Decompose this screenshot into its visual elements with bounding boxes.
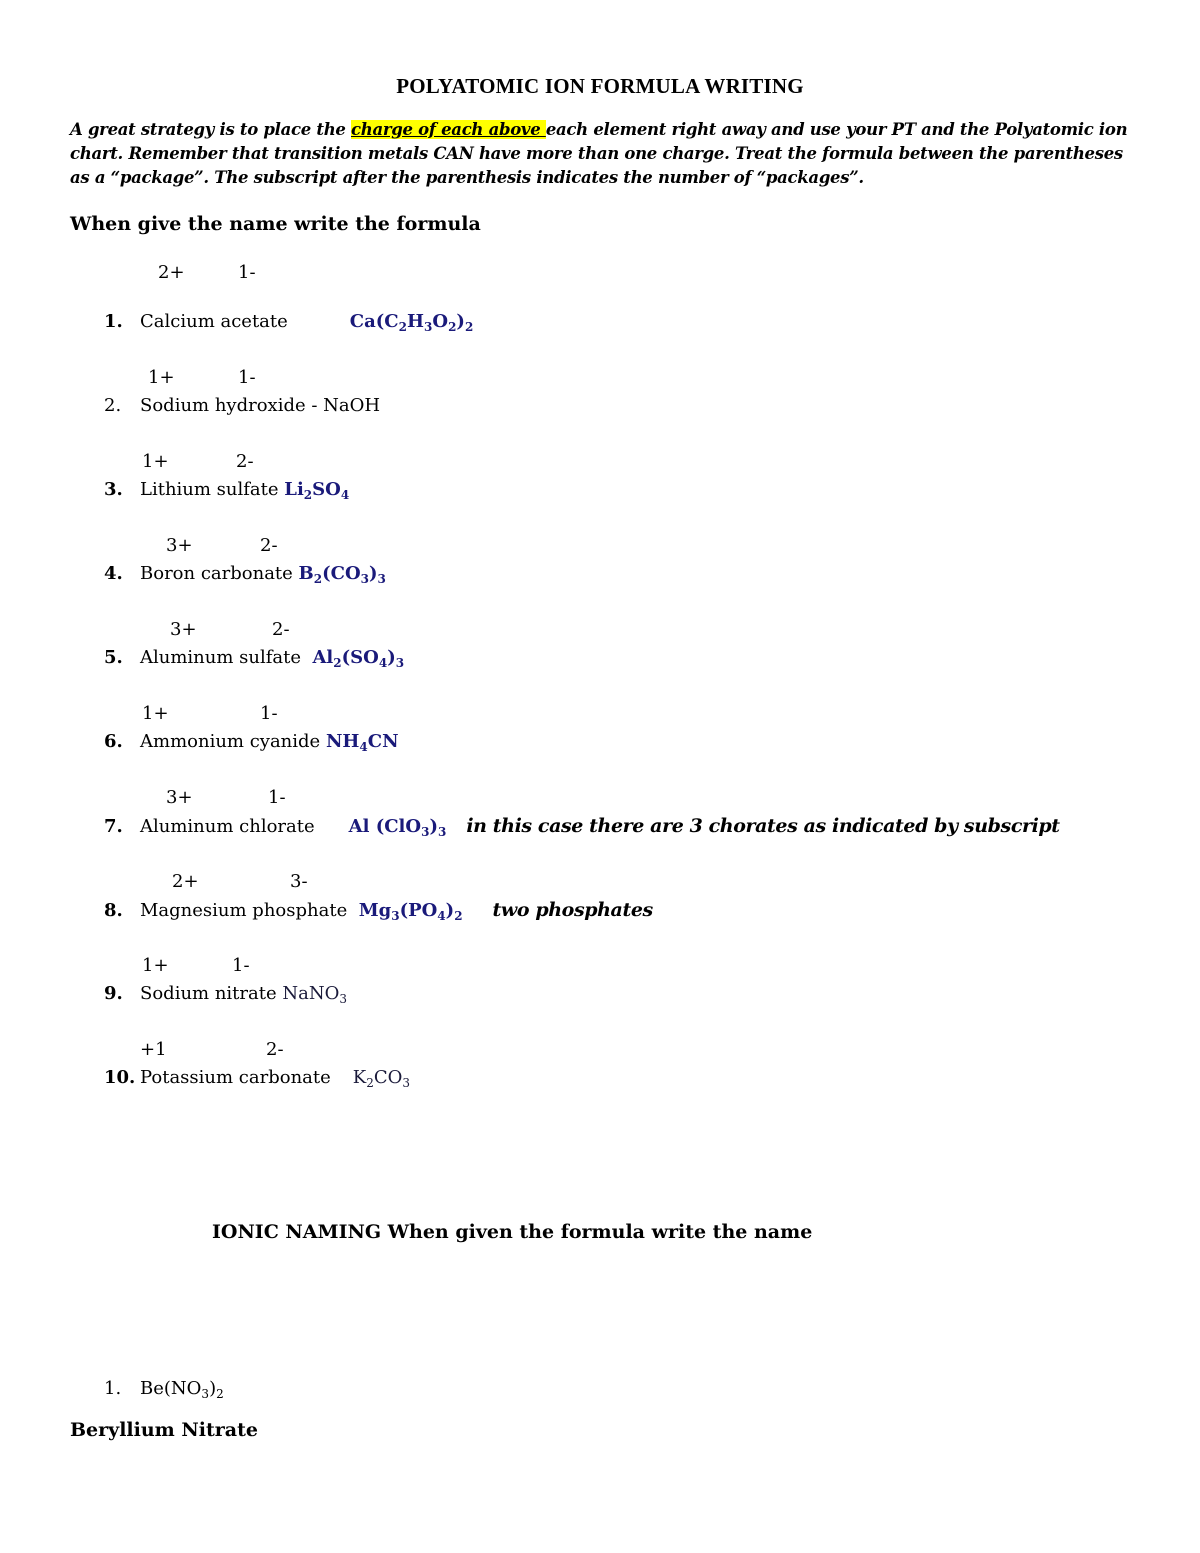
item-number: 5. — [104, 647, 123, 668]
intro-text-start: A great strategy is to place the — [70, 120, 352, 139]
intro-text-end: each element right away and use your PT and the Polyatomic ion chart. Remember that transition metals CAN have more than one charge. Treat the formula between the parentheses as a “package”. The subscript after the parenthesis indicates the number of “packages”. — [70, 120, 1128, 187]
annotation-note: in this case there are 3 chorates as indicated by subscript — [466, 815, 1060, 837]
charge-anion-3: 2- — [236, 451, 254, 472]
charge-cation-2: 1+ — [148, 367, 175, 388]
charge-anion-9: 1- — [232, 955, 250, 976]
item-number: 6. — [104, 731, 123, 752]
charge-anion-2: 1- — [238, 367, 256, 388]
intro-highlight: charge of each above — [351, 120, 546, 139]
charge-cation-5: 3+ — [170, 619, 197, 640]
formula: Al $(ClO_3)_3$ — [348, 816, 447, 839]
compound-name: Sodium hydroxide - NaOH — [140, 395, 381, 416]
item-number: 1. — [104, 1378, 122, 1399]
charge-anion-4: 2- — [260, 535, 278, 556]
list-item-7 — [104, 815, 1060, 837]
section-heading-naming: IONIC NAMING When given the formula write the name — [212, 1221, 813, 1243]
charge-cation-9: 1+ — [142, 955, 169, 976]
list-item-9 — [104, 983, 347, 1004]
list-item-2 — [104, 395, 380, 416]
charge-cation-10: +1 — [140, 1039, 167, 1060]
charge-anion-10: 2- — [266, 1039, 284, 1060]
charge-cation-4: 3+ — [166, 535, 193, 556]
formula: NaNO$_3$ — [282, 983, 348, 1006]
charge-anion-5: 2- — [272, 619, 290, 640]
item-number: 1. — [104, 311, 123, 332]
compound-name: Aluminum sulfate — [140, 647, 302, 668]
answer-text: Beryllium Nitrate — [70, 1419, 258, 1441]
formula: $K_2CO_3$ — [352, 1067, 411, 1090]
formula: $NH_4CN$ — [325, 731, 399, 754]
charge-cation-8: 2+ — [172, 871, 199, 892]
charge-cation-1: 2+ — [158, 262, 185, 283]
charge-anion-7: 1- — [268, 787, 286, 808]
charge-anion-6: 1- — [260, 703, 278, 724]
formula: $Li_2SO_4$ — [284, 479, 350, 502]
compound-name: Ammonium cyanide — [140, 731, 321, 752]
annotation-note: two phosphates — [492, 899, 653, 921]
item-number: 10. — [104, 1067, 136, 1088]
compound-name: Calcium acetate — [140, 311, 288, 332]
formula: $Mg_3(PO_4)_2$ — [358, 900, 463, 923]
charge-anion-1: 1- — [238, 262, 256, 283]
charge-cation-6: 1+ — [142, 703, 169, 724]
compound-name: Potassium carbonate — [140, 1067, 331, 1088]
list-item-6 — [104, 731, 399, 752]
compound-name: Boron carbonate — [140, 563, 293, 584]
page-title: POLYATOMIC ION FORMULA WRITING — [396, 74, 804, 98]
charge-cation-7: 3+ — [166, 787, 193, 808]
naming-item-1 — [104, 1378, 224, 1399]
formula: $Ca(C_2H_3O_2)_2$ — [349, 311, 474, 334]
list-item-8 — [104, 899, 653, 921]
list-item-10 — [104, 1067, 410, 1088]
formula: $Al_2(SO_4)_3$ — [312, 647, 405, 670]
intro-paragraph — [70, 118, 1130, 190]
compound-name: Lithium sulfate — [140, 479, 279, 500]
compound-name: Sodium nitrate — [140, 983, 277, 1004]
list-item-4 — [104, 563, 386, 584]
formula: $B_2(CO_3)_3$ — [298, 563, 386, 586]
charge-anion-8: 3- — [290, 871, 308, 892]
compound-name: Magnesium phosphate — [140, 900, 348, 921]
compound-name: Aluminum chlorate — [140, 816, 315, 837]
item-number: 2. — [104, 395, 122, 416]
list-item-5 — [104, 647, 404, 668]
item-number: 9. — [104, 983, 123, 1004]
list-item-1 — [104, 311, 473, 332]
charge-cation-3: 1+ — [142, 451, 169, 472]
section-heading-formula: When give the name write the formula — [70, 213, 481, 235]
list-item-3 — [104, 479, 349, 500]
formula: $Be(NO_3)_2$ — [140, 1378, 224, 1401]
item-number: 3. — [104, 479, 123, 500]
item-number: 7. — [104, 816, 123, 837]
item-number: 4. — [104, 563, 123, 584]
item-number: 8. — [104, 900, 123, 921]
